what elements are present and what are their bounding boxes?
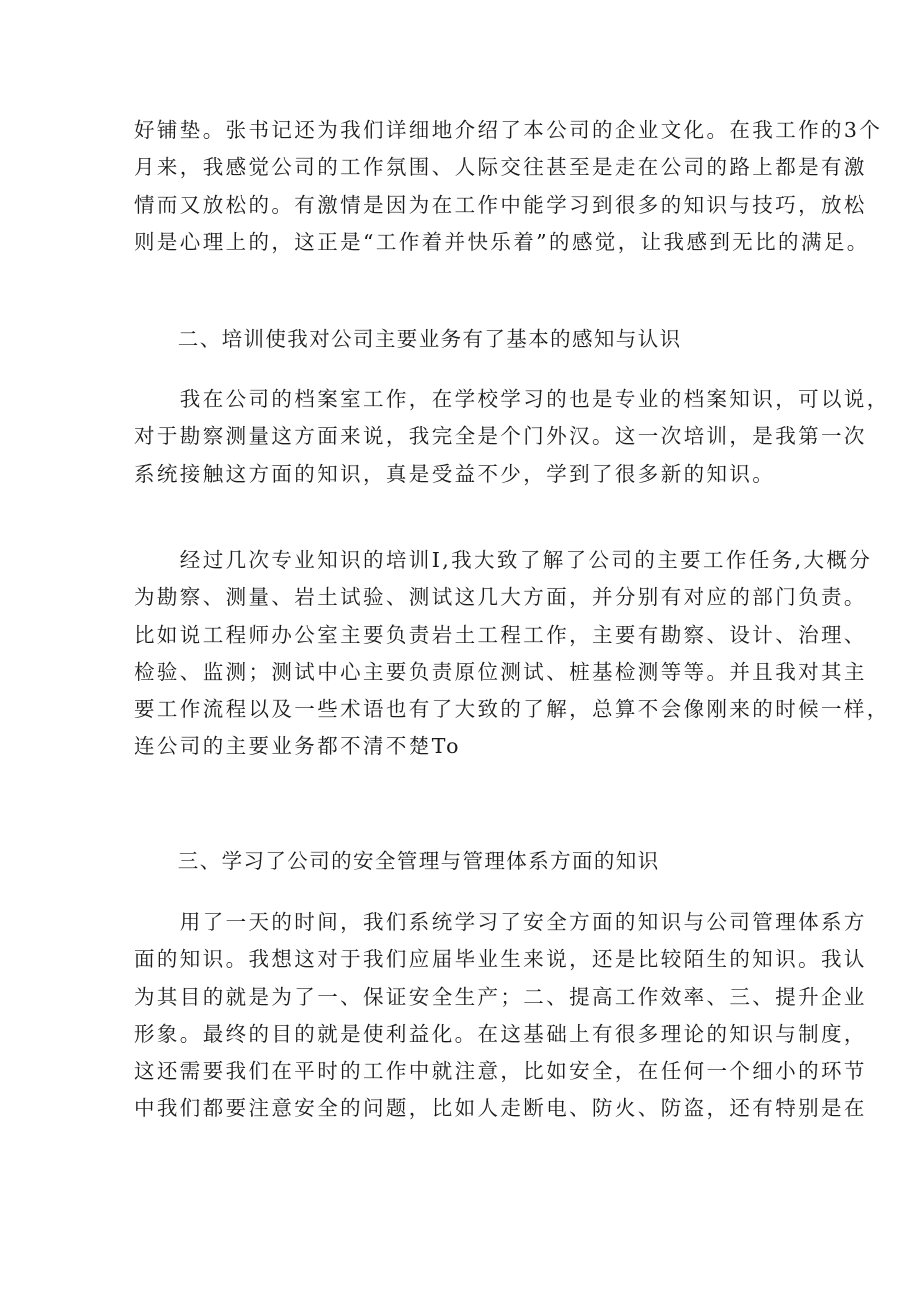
paragraph-line: 我在公司的档案室工作，在学校学习的也是专业的档案知识，可以说， — [134, 387, 890, 411]
paragraph-line: 对于勘察测量这方面来说，我完全是个门外汉。这一次培训，是我第一次 — [134, 424, 867, 449]
paragraph-line: 则是心理上的，这正是“工作着并快乐着”的感觉，让我感到无比的满足。 — [134, 229, 870, 254]
paragraph-line: 好铺垫。张书记还为我们详细地介绍了本公司的企业文化。在我工作的3个 — [134, 118, 883, 142]
paragraph-line: 检验、监测；测试中心主要负责原位测试、桩基检测等等。并且我对其主 — [134, 659, 867, 684]
paragraph-line: 比如说工程师办公室主要负责岩土工程工作，主要有勘察、设计、治理、 — [134, 622, 867, 647]
paragraph-line: 月来，我感觉公司的工作氛围、人际交往甚至是走在公司的路上都是有激 — [134, 155, 867, 180]
paragraph-line: 为其目的就是为了一、保证安全生产；二、提高工作效率、三、提升企业 — [134, 984, 867, 1009]
body-paragraph-safety-management — [134, 904, 867, 1128]
paragraph-line: 为勘察、测量、岩土试验、测试这几大方面，并分别有对应的部门负责。 — [134, 585, 867, 610]
section-heading-three — [134, 843, 794, 880]
paragraph-line: 面的知识。我想这对于我们应届毕业生来说，还是比较陌生的知识。我认 — [134, 947, 867, 972]
body-paragraph-main-business — [134, 542, 890, 766]
section-heading-two — [134, 321, 794, 358]
paragraph-line: 连公司的主要业务都不清不楚To — [134, 734, 461, 759]
paragraph-line: 要工作流程以及一些术语也有了大致的了解，总算不会像刚来的时候一样， — [134, 697, 890, 722]
body-paragraph-archive-work — [134, 381, 890, 493]
body-paragraph-company-culture — [134, 112, 883, 261]
paragraph-line: 系统接触这方面的知识，真是受益不少，学到了很多新的知识。 — [134, 461, 776, 486]
paragraph-line: 这还需要我们在平时的工作中就注意，比如安全，在任何一个细小的环节 — [134, 1059, 867, 1084]
paragraph-line: 经过几次专业知识的培训I,我大致了解了公司的主要工作任务,大概分 — [134, 548, 873, 572]
paragraph-line: 用了一天的时间，我们系统学习了安全方面的知识与公司管理体系方 — [134, 910, 867, 934]
heading-line: 三、学习了公司的安全管理与管理体系方面的知识 — [134, 849, 660, 873]
paragraph-line: 中我们都要注意安全的问题，比如人走断电、防火、防盗，还有特别是在 — [134, 1096, 867, 1121]
heading-line: 二、培训使我对公司主要业务有了基本的感知与认识 — [134, 327, 682, 351]
paragraph-line: 情而又放松的。有激情是因为在工作中能学习到很多的知识与技巧，放松 — [134, 192, 867, 217]
paragraph-line: 形象。最终的目的就是使利益化。在这基础上有很多理论的知识与制度， — [134, 1021, 867, 1046]
